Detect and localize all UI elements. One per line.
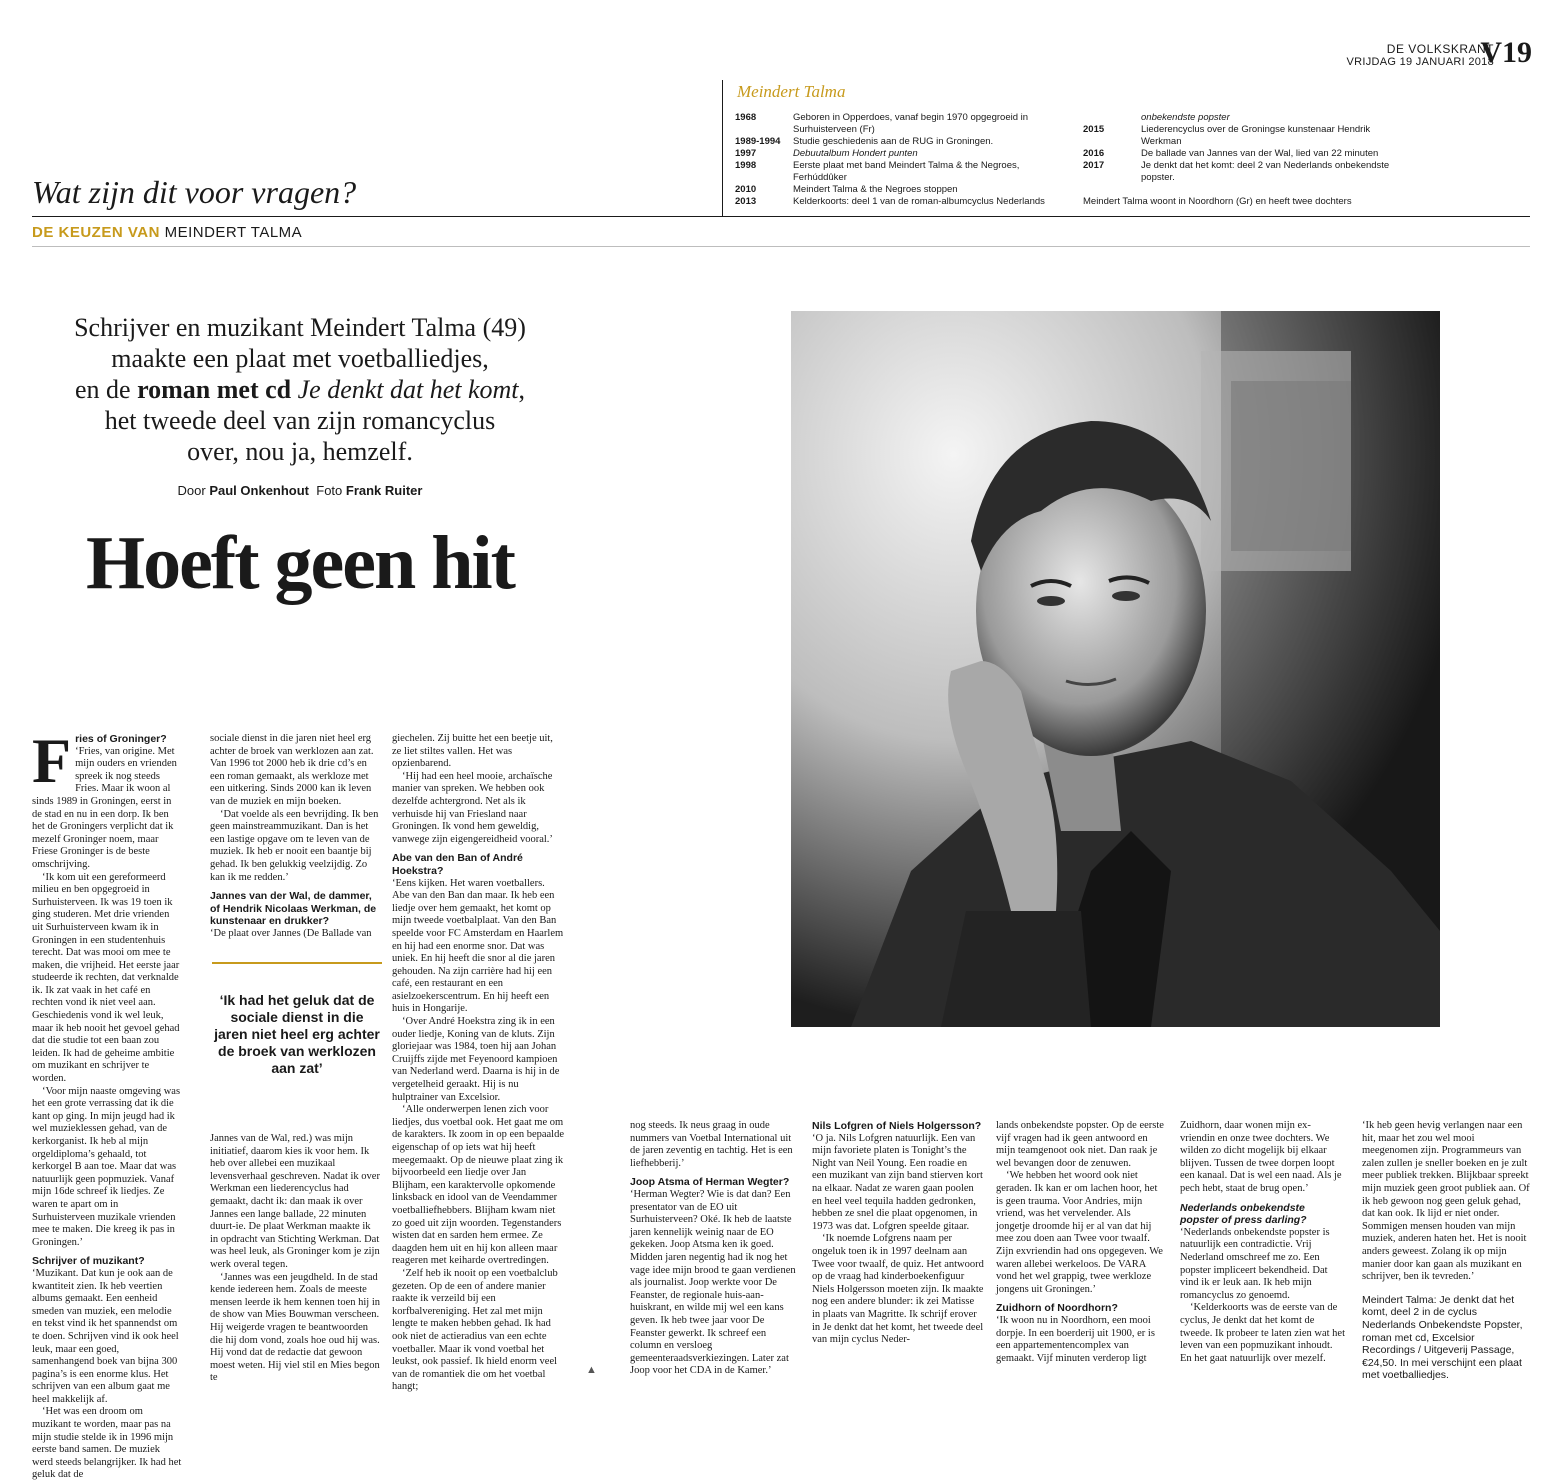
paragraph: lands onbekendste popster. Op de eerste vijf vragen had ik geen antwoord en mijn teamgenoot ook niet. Dan raak je wel bevangen door de zenuwen. (996, 1120, 1164, 1169)
divider (32, 246, 1530, 247)
paragraph: ‘Alle onderwerpen lenen zich voor liedjes, dus voetbal ook. Het gaat me om de karakters. Ik zoom in op een bepaalde eigenschap of op iets wat hij heeft meegemaakt. Op de nieuwe plaat zing ik bijvoorbeeld een liedje over Jan Blijham, een karaktervolle opkomende linksback en idool van de Veendammer voetballiefhebbers. Blijham kwam niet zo goed uit zijn woorden. Tegenstanders wisten dat en sarden hem ermee. Ze daagden hem uit en hij kon alleen maar reageren met keiharde overtredingen. (392, 1104, 565, 1267)
intro-line: maakte een plaat met voetballiedjes, (111, 344, 489, 373)
question: Abe van den Ban of André Hoekstra? (392, 852, 523, 877)
paragraph: ‘Ik noemde Lofgrens naam per ongeluk toen ik in 1997 deelnam aan Twee voor twaalf, de quiz. Het antwoord op de vraag had kinderboekenfiguur Niels Holgersson moeten zijn. Ik maakte nog een andere blunder: ik zei Matisse in plaats van Magritte. Ik schrijf erover in Je denkt dat het komt, het tweede deel van mijn cyclus Neder- (812, 1233, 984, 1346)
intro-line: en de roman met cd Je denkt dat het komt, (74, 375, 526, 404)
section-label (32, 224, 302, 241)
article-column (210, 733, 380, 941)
paragraph: sociale dienst in die jaren niet heel erg achter de broek van werklozen aan zat. Van 1996 tot 2000 heb ik drie cd’s en een roman gemaakt, als werkloze met een uitkering. Sinds 2000 kan ik leven van de muziek en mijn boeken. (210, 733, 374, 807)
paper-date: VRIJDAG 19 JANUARI 2018 (1346, 56, 1494, 68)
paragraph: ‘Hij had een heel mooie, archaïsche manier van spreken. We hebben ook dezelfde achtergrond. Net als ik verhuisde hij van Friesland naar Groningen. Ik vond hem geweldig, vanwege zijn eigengereidheid vooral.’ (392, 770, 553, 845)
intro-line: het tweede deel van zijn romancyclus (104, 406, 496, 435)
article-column (392, 733, 564, 1394)
paragraph: ‘Kelderkoorts was de eerste van de cyclus, Je denkt dat het komt de tweede. Ik probeer te laten zien wat het leven van een popmuzikant inhoudt. En het gaat natuurlijk over mezelf. (1180, 1302, 1346, 1364)
article-column (32, 725, 182, 1482)
headline: Hoeft geen hit (86, 521, 514, 605)
paragraph: Zuidhorn, daar wonen mijn ex-vriendin en onze twee dochters. We wilden zo dicht mogelijk bij elkaar blijven. Tussen de twee dorpen loopt een kanaal. Dat is wel een naad. Als je pech hebt, staat de brug open.’ (1180, 1120, 1342, 1194)
pull-quote: ‘Ik had het geluk dat de sociale dienst in die jaren niet heel erg achter de broek van werklozen aan zat’ (212, 962, 382, 1077)
paragraph: ‘Voor mijn naaste omgeving was het een grote verrassing dat ik die kant op ging. In mijn jeugd had ik wel muzieklessen gehad, van de kerkorganist. Ik heb al mijn orgeldiploma’s gehaald, tot kerkorgel B aan toe. Maar dat was natuurlijk geen popmuziek. Vanaf mijn 16de schreef ik liedjes. Ze waren te apart om in Surhuisterveen muzikale vrienden mee te maken. Die kreeg ik pas in Groningen.’ (32, 1085, 181, 1248)
paragraph: ‘De plaat over Jannes (De Ballade van (210, 927, 372, 939)
drop-cap: F (32, 725, 72, 796)
question: Nederlands onbekendste popster of press darling? (1180, 1201, 1307, 1227)
paragraph: ‘Zelf heb ik nooit op een voetbalclub gezeten. Op de een of andere manier raakte ik verzeild bij een korfbalvereniging. Het zal met mijn lengte te maken hebben gehad. Ik had ook niet de actieradius van een echte voetballer. Maar ik vond voetbal het leukst, ook passief. Ik hield enorm veel van de romantiek die om het voetbal hangt; (392, 1267, 558, 1393)
paragraph: Jannes van de Wal, red.) was mijn initiatief, daarom kies ik voor hem. Ik heb over allebei een muzikaal levensverhaal geschreven. Nadat ik over Werkman een liederencyclus had gemaakt, dacht ik: dan maak ik over Jannes een lange ballade, 22 minuten duurt-ie. De plaat Werkman maakte ik in opdracht van Stichting Werkman. Dat was heel leuk, als Groninger kom je zijn werk overal tegen. (210, 1133, 380, 1270)
question: Zuidhorn of Noordhorn? (996, 1302, 1118, 1315)
byline: Door Paul Onkenhout Foto Frank Ruiter (177, 483, 423, 498)
question: Nils Lofgren of Niels Holgersson? (812, 1120, 982, 1132)
paragraph: ‘Dat voelde als een bevrijding. Ik ben geen mainstreammuzikant. Dan is het een lastige opgave om te leven van de muziek. Ik heb er nooit een baantje bij gehad. Ik ben gelukkig veelzijdig. Zo kan ik me redden.’ (210, 808, 379, 883)
paragraph: ‘Ik kom uit een gereformeerd milieu en ben opgegroeid in Surhuisterveen. Ik was 19 toen ik ging studeren. Met drie vrienden uit Surhuisterveen kwam ik in Groningen in een studentenhuis terecht. Dat was mooi om mee te maken, die vrijheid. Het eerste jaar studeerde ik rechten, dat verknalde ik. Ik zat vaak in het café en rechten vond ik niet veel aan. Geschiedenis vond ik wel leuk, maar ik heb nooit het gevoel gehad dat die studie tot een baan zou leiden. Ik had de geheime ambitie om muzikant en schrijver te worden. (32, 871, 180, 1085)
question: ries of Groninger? (75, 733, 167, 745)
article-column (1362, 1120, 1530, 1382)
timeline-title: Meindert Talma (737, 82, 846, 101)
article-column (812, 1120, 984, 1347)
paragraph: ‘Fries, van origine. Met mijn ouders en vrienden spreek ik nog steeds Fries. Maar ik woon al sinds 1989 in Groningen, eerst in de stad en nu in een dorp. Ik ben het de Groningers verplicht dat ik mezelf Groninger noem, maar Friese Groninger is de beste omschrijving. (32, 745, 177, 870)
paragraph: ‘Ik woon nu in Noordhorn, een mooi dorpje. In een boerderij uit 1900, er is een appartementencomplex van gemaakt. Vijf minuten verderop ligt (996, 1314, 1155, 1364)
paragraph: ‘Ik heb geen hevig verlangen naar een hit, maar het zou wel mooi meegenomen zijn. Programmeurs van zalen zullen je sneller boeken en je zult meer publiek trekken. Blijkbaar spreekt mijn muziek geen groot publiek aan. Of ik heb gewoon nog geen geluk gehad, dat kan ook. Ik lijd er niet onder. Sommigen mensen houden van mijn muziek, anderen haten het. Het is nooit anders geweest. Zolang ik op mijn manier door kan gaan als muzikant en schrijver, ben ik tevreden.’ (1362, 1120, 1530, 1283)
article-column (210, 1133, 380, 1385)
intro-line: Schrijver en muzikant Meindert Talma (49) (74, 313, 526, 342)
paragraph: ‘Eens kijken. Het waren voetballers. Abe van den Ban dan maar. Ik heb een liedje over hem gemaakt, het komt op mijn tweede voetbalplaat. Van den Ban speelde voor FC Amsterdam en Haarlem en hij had een enorme snor. Dat was uniek. En hij heeft die snor al die jaren gehouden. Na zijn carrière had hij een café, een restaurant en een asielzoekerscentrum. En hij heeft een huis in Hongarije. (392, 877, 564, 1015)
article-column (630, 1120, 800, 1378)
portrait-photo (791, 311, 1440, 1027)
kicker: Wat zijn dit voor vragen? (32, 174, 357, 210)
paragraph: ‘Herman Wegter? Wie is dat dan? Een presentator van de EO uit Surhuisterveen? Oké. Ik heb de laatste jaren kennelijk weinig naar de EO gekeken. Joop Atsma ken ik goed. Midden jaren negentig had ik nog het vage idee mijn brood te gaan verdienen als journalist. Joop werkte voor De Feanster, de regionale huis-aan-huiskrant, en wilde mij wel een kans geven. Ik heb twee jaar voor De Feanster gewerkt. Ik schreef een column en versloeg gemeenteraadsverkiezingen. Later zat Joop voor het CDA in de Kamer.’ (630, 1188, 796, 1377)
section-label-prefix: DE KEUZEN VAN (32, 224, 160, 241)
article-column (1180, 1120, 1345, 1365)
book-credits: Meindert Talma: Je denkt dat het komt, deel 2 in de cyclus Nederlands Onbekendste Popster, roman met cd, Excelsior Recordings / Uitgeverij Passage, €24,50. In mei verschijnt een plaat met voetballiedjes. (1362, 1293, 1523, 1382)
page-number: V19 (1480, 36, 1532, 69)
paragraph: giechelen. Zij buitte het een beetje uit, ze liet stiltes vallen. Het was opzienbarend. (392, 733, 553, 770)
timeline-box: Meindert Talma 1968 Geboren in Opperdoes, vanaf begin 1970 opgegroeid in Surhuisterveen (Fr) 1989-1994 Studie geschiedenis aan de RUG in Groningen. 1997 Debuutalbum Hondert punten 1998 Eerste plaat met band Meindert Talma & the Negroes, Ferhúddûker 2010 Meindert Talma & the Negroes stoppen 2013 Kelderkoorts: deel 1 van de roman-albumcyclus Nederlands onbekendste popster 2015 Liederencyclus over de Groningse kunstenaar Hendrik Werkman 2016 De ballade van Jannes van der Wal, lied van 22 minuten 2017 Je denkt dat het komt: deel 2 van Nederlands onbekendste popster. Meindert Talma woont in Noordhorn (Gr) en heeft twee dochters (722, 80, 1531, 216)
section-label-name: MEINDERT TALMA (164, 224, 303, 241)
divider (32, 216, 1530, 217)
paragraph: ‘Muzikant. Dat kun je ook aan de kwantiteit zien. Ik heb veertien albums gemaakt. Een eenheid smeden van muziek, een melodie en tekst vind ik het spannendst om te doen. Schrijven vind ik ook heel leuk, maar een goed, samenhangend boek van bijna 300 pagina’s is een enorme klus. Het schrijven van een album gaat me heel makkelijk af. (32, 1267, 179, 1405)
paragraph: nog steeds. Ik neus graag in oude nummers van Voetbal International uit de jaren zeventig en tachtig. Het is een liefhebberij.’ (630, 1120, 793, 1169)
question: Jannes van der Wal, de dammer, of Hendrik Nicolaas Werkman, de kunstenaar en drukker? (210, 890, 377, 928)
paragraph: ‘Het was een droom om muzikant te worden, maar pas na mijn studie stelde ik in 1996 mijn eerste band samen. De muziek werd steeds belangrijker. Ik had het geluk dat de (32, 1406, 182, 1481)
paragraph: ‘We hebben het woord ook niet geraden. Ik kan er om lachen hoor, het is geen trauma. Voor Andries, mijn vriend, was het vervelender. Als jongetje droomde hij er al van dat hij mee zou doen aan Twee voor twaalf. Zijn exvriendin had ons opgegeven. We waren allebei werkeloos. De VARA vond het wel grappig, twee werkloze jongens uit Groningen.’ (996, 1170, 1163, 1295)
chevron-up-icon[interactable]: ▲ (586, 1364, 597, 1376)
question: Schrijver of muzikant? (32, 1255, 145, 1268)
intro (20, 312, 580, 467)
article-column (996, 1120, 1166, 1365)
paragraph: ‘Over André Hoekstra zing ik in een ouder liedje, Koning van de kluts. Zijn gloriejaar was 1984, toen hij aan Johan Cruijffs zijde met Feyenoord kampioen van Nederland werd. Daarna is hij in de vergetelheid geraakt. Hij is nu hulptrainer van Excelsior. (392, 1016, 560, 1103)
paragraph: ‘Jannes was een jeugdheld. In de stad kende iedereen hem. Zoals de meeste mensen leerde ik hem kennen toen hij in de show van Mies Bouwman verscheen. Hij weigerde vragen te beantwoorden die hij dom vond, zoals hoe oud hij was. Hij vond dat de redactie dat gewoon moest weten. Hij viel stil en Mies begon te (210, 1271, 380, 1384)
paragraph: ‘Nederlands onbekendste popster is natuurlijk een contradictie. Vrij Nederland omschreef me zo. Een popster impliceert bekendheid. Dat vind ik er leuk aan. Ik heb mijn romancyclus zo genoemd. (1180, 1226, 1330, 1301)
paper-name: DE VOLKSKRANT (1386, 42, 1494, 56)
intro-line: over, nou ja, hemzelf. (187, 437, 413, 466)
question: Joop Atsma of Herman Wegter? (630, 1176, 790, 1189)
paragraph: ‘O ja. Nils Lofgren natuurlijk. Een van mijn favoriete platen is Tonight’s the Night van Neil Young. Een roadie en een muzikant van zijn band stierven kort na elkaar. Nadat ze waren gaan poolen en heel veel tequila hadden gedronken, hebben ze snel die plaat opgenomen, in 1973 was dat. Lofgren speelde gitaar. (812, 1132, 983, 1232)
